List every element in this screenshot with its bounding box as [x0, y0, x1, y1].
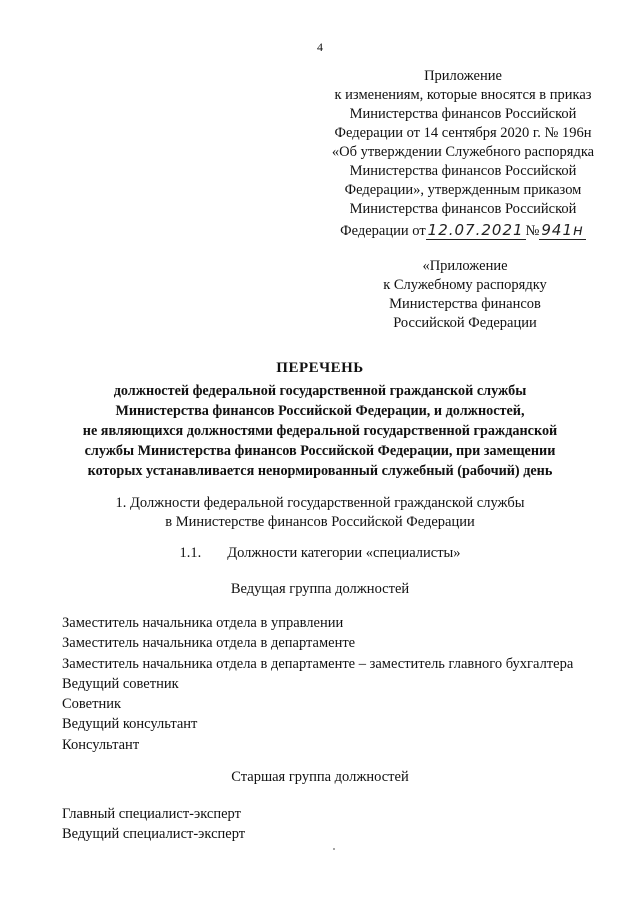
list-item: Заместитель начальника отдела в департаменте [62, 635, 356, 652]
subtitle-line: не являющихся должностями федеральной государственной гражданской [82, 423, 558, 439]
attachment-line: Министерства финансов Российской [349, 163, 577, 179]
scan-speck [333, 848, 335, 850]
list-item: Главный специалист-эксперт [62, 806, 241, 822]
handwritten-number: 941н [541, 221, 584, 239]
number-sign: № [525, 223, 540, 239]
inner-attachment-line: Российской Федерации [393, 315, 537, 331]
attachment-line: к изменениям, которые вносятся в приказ [334, 87, 592, 103]
attachment-line: Федерации от 14 сентября 2020 г. № 196н [334, 125, 592, 141]
attachment-line: «Об утверждении Служебного распорядка [331, 144, 595, 160]
section-1-1-heading [40, 544, 600, 563]
list-item: Ведущий консультант [62, 716, 198, 733]
subtitle-line: должностей федеральной государственной гражданской службы [113, 383, 527, 399]
attachment-line: Приложение [424, 68, 502, 84]
section-1-line: в Министерстве финансов Российской Федерации [165, 514, 475, 530]
list-item: Ведущий специалист-эксперт [62, 826, 246, 843]
lead-group-list [62, 613, 622, 755]
list-item: Заместитель начальника отдела в управлении [62, 615, 344, 631]
inner-attachment-line: Министерства финансов [389, 296, 541, 312]
section-1-1-number: 1.1. [179, 545, 202, 561]
page-number: 4 [317, 40, 323, 54]
section-1-line: 1. Должности федеральной государственной гражданской службы [115, 495, 525, 511]
subtitle-line: которых устанавливается ненормированный служебный (рабочий) день [87, 463, 553, 479]
attachment-date-line [318, 221, 608, 241]
list-item: Советник [62, 696, 122, 713]
section-1-1-title: Должности категории «специалисты» [227, 545, 461, 561]
section-1-heading [40, 494, 600, 532]
attachment-line: Министерства финансов Российской [349, 106, 577, 122]
lead-group-title: Ведущая группа должностей [230, 581, 410, 597]
attachment-line: Министерства финансов Российской [349, 201, 577, 217]
inner-attachment-line: к Служебному распорядку [383, 277, 547, 293]
subtitle-line: Министерства финансов Российской Федерации, и должностей, [115, 403, 525, 419]
document-title: ПЕРЕЧЕНЬ [276, 360, 364, 376]
subtitle-line: службы Министерства финансов Российской Федерации, при замещении [84, 443, 556, 459]
list-item: Ведущий советник [62, 675, 179, 692]
document-subtitle [40, 381, 600, 481]
list-item: Заместитель начальника отдела в департаменте – заместитель главного бухгалтера [62, 655, 574, 672]
inner-attachment-line: «Приложение [422, 258, 508, 274]
senior-group-title: Старшая группа должностей [231, 769, 409, 785]
attachment-date-prefix: Федерации от [340, 223, 426, 239]
attachment-header [318, 67, 608, 241]
handwritten-date: 12.07.2021 [427, 221, 524, 239]
senior-group-list [62, 804, 622, 845]
inner-attachment-header [340, 257, 590, 333]
attachment-line: Федерации», утвержденным приказом [344, 182, 582, 198]
list-item: Консультант [62, 736, 140, 753]
